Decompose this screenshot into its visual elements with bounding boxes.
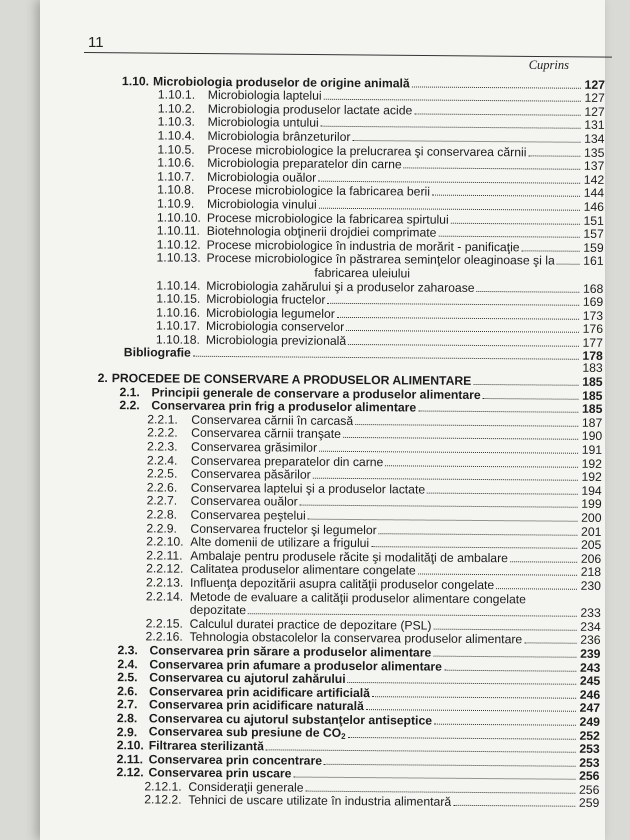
toc-entry-title-text: Filtrarea sterilizantă (148, 738, 264, 754)
toc-leader-dots (348, 736, 576, 739)
toc-page-number: 161 (583, 254, 604, 269)
toc-page-number: 239 (580, 646, 601, 661)
toc-page-number: 236 (580, 633, 601, 648)
toc-entry-title-text: Biotehnologia obţinerii drojdiei comprimate (206, 223, 437, 240)
toc-entry-title (314, 266, 410, 281)
toc-entry-title-text: Calitatea produselor alimentare congelate (190, 562, 416, 578)
toc-entry-title-text: Conservarea prin frig a produselor alimentare (151, 398, 417, 415)
toc-page-number: 200 (581, 510, 602, 525)
toc-leader-dots (510, 561, 577, 563)
toc-entry-title (207, 197, 317, 212)
toc-entry-number: 2.12.1. (144, 779, 182, 794)
toc-entry-title-text: Procese microbiologice în industria de morărit - panificaţie (206, 237, 520, 255)
toc-entry-title (149, 738, 264, 753)
toc-leader-dots (319, 208, 580, 211)
toc-leader-dots (321, 126, 581, 129)
toc-leader-dots (266, 749, 576, 752)
toc-page-number: 194 (581, 483, 602, 498)
toc-entry-title (188, 793, 451, 809)
toc-leader-dots (308, 519, 578, 522)
toc-page-number: 201 (581, 524, 602, 539)
toc-entry-title-text: Metode de evaluare a calităţii produselor alimentare congelate (189, 589, 526, 606)
toc-page-number: 206 (580, 551, 602, 566)
toc-entry-subscript: 2 (341, 731, 346, 741)
toc-page-number: 243 (579, 660, 601, 675)
toc-entry-number: 2.2. (119, 398, 140, 413)
toc-entry-number: 1.10.8. (157, 182, 195, 198)
toc-leader-dots (412, 86, 581, 88)
toc-leader-dots (337, 317, 579, 320)
toc-entry-title-text: Conservarea grăsimilor (191, 439, 318, 455)
running-header-title: Cuprins (528, 58, 569, 72)
toc-leader-dots (293, 777, 575, 780)
toc-leader-dots (371, 546, 577, 549)
toc-entry-title-text: Microbiologia zahărului şi a produselor zaharoase (206, 278, 475, 295)
toc-entry-title-text: Conservarea laptelui şi a produselor lactate (190, 480, 426, 497)
toc-leader-dots (319, 451, 578, 454)
toc-page-number: 151 (583, 213, 604, 228)
toc-entry-number: 2.2.15. (145, 616, 184, 631)
toc-entry-title-text: Conservarea peştelui (190, 507, 306, 523)
toc-entry-number: 2.2.2. (147, 425, 178, 441)
toc-entry-title (191, 467, 311, 482)
toc-entry-number: 1.10.3. (157, 114, 195, 130)
toc-entry-number: 1.10.13. (156, 250, 201, 266)
toc-page-number: 135 (584, 145, 605, 160)
toc-entry-number: 1.10.11. (156, 223, 200, 238)
toc-page-number: 168 (582, 281, 604, 296)
toc-entry-title-text: Procese microbiologice în păstrarea seminţelor oleaginoase şi la (206, 251, 555, 268)
toc-entry-title (191, 440, 317, 455)
toc-page-number: 259 (578, 796, 600, 811)
toc-leader-dots (379, 533, 578, 536)
toc-entry-title-text: Microbiologia preparatelor din carne (207, 156, 402, 172)
toc-page-number: 245 (579, 673, 601, 689)
toc-page-number: 185 (582, 374, 603, 390)
toc-page-number: 142 (583, 172, 605, 187)
toc-entry-title-text: Consideraţii generale (188, 779, 304, 795)
toc-page-number: 199 (581, 497, 602, 512)
toc-entry-title-text: Ambalaje pentru produsele răcite şi modalităţi de ambalare (190, 548, 509, 565)
toc-entry-number: 1.10.12. (156, 237, 201, 252)
toc-entry-number: 2.2.7. (146, 493, 178, 509)
toc-entry-title (124, 346, 191, 361)
toc-page-number: 127 (584, 90, 605, 106)
toc-leader-dots (477, 290, 580, 292)
toc-entry-number: 2.2.10. (146, 534, 184, 549)
toc-entry-title-text: Conservarea prin afumare a produselor alimentare (149, 656, 443, 674)
toc-entry-number: 2.7. (116, 697, 138, 712)
toc-entry-title (191, 494, 298, 509)
toc-entry-number: 1.10.15. (156, 291, 201, 306)
toc-entry-title-text: Microbiologia fructelor (206, 291, 326, 307)
toc-entry-title (188, 780, 303, 795)
toc-page-number: 176 (582, 322, 604, 337)
toc-page-number: 131 (584, 118, 605, 133)
toc-entry-title (206, 333, 346, 348)
toc-entry-number: 1.10.14. (156, 277, 201, 293)
toc-entry-title-text: Influenţa depozitării asupra calităţii produselor congelate (189, 575, 495, 593)
toc-entry-title-text: Calculul duratei practice de depozitare (PSL) (189, 616, 432, 633)
toc-entry-title-text: Conservarea păsărilor (190, 466, 311, 482)
toc-entry-number: 2.2.12. (146, 561, 184, 577)
toc-leader-dots (352, 140, 580, 143)
toc-leader-dots (324, 99, 581, 102)
toc-leader-dots (524, 643, 576, 644)
toc-entry-number: 2.8. (116, 711, 138, 726)
toc-leader-dots (366, 709, 576, 712)
toc-entry-number: 2.11. (116, 751, 144, 767)
toc-entry-number: 2.6. (117, 683, 138, 699)
toc-leader-dots (343, 437, 578, 440)
page-number: 11 (88, 34, 104, 51)
toc-entry-title-text: Procese microbiologice la fabricarea berii (207, 183, 431, 199)
toc-page-number: 178 (582, 349, 603, 364)
toc-entry-number: 2.2.1. (147, 412, 178, 427)
toc-page-number: 127 (584, 77, 605, 92)
toc-entry-title-text: Microbiologia ouălor (207, 169, 317, 185)
toc-leader-dots (372, 696, 576, 699)
toc-page-number: 234 (580, 619, 601, 634)
toc-entry-number: 2.2.5. (146, 466, 178, 481)
toc-entry-title-text: Conservarea fructelor şi legumelor (190, 521, 377, 537)
toc-page-number: 190 (581, 429, 603, 444)
toc-leader-dots (453, 805, 575, 807)
toc-page-number: 173 (582, 308, 604, 323)
toc-entry-title-text: Microbiologia previzională (205, 332, 347, 348)
toc-page-number: 218 (580, 565, 602, 580)
toc-leader-dots (432, 195, 580, 197)
toc-page-number: 137 (583, 158, 605, 174)
toc-entry-title-text: depozitate (189, 602, 247, 618)
toc-page-number: 247 (579, 701, 601, 716)
toc-page-number: 246 (579, 687, 601, 702)
toc-entry-number: 2.4. (117, 656, 138, 671)
toc-entry-title-text: Tehnici de uscare utilizate în industria alimentară (188, 793, 452, 810)
toc-entry-number: 2.5. (117, 670, 138, 685)
toc-entry-number: 2.10. (116, 738, 144, 753)
toc-leader-dots (327, 303, 579, 306)
toc-page-number: 192 (581, 456, 603, 471)
toc-leader-dots (404, 168, 581, 170)
toc-page-number: 183 (582, 361, 603, 376)
toc-entry-title-text: Conservarea ouălor (190, 494, 298, 509)
toc-entry-title (208, 115, 319, 130)
toc-entry-title (208, 88, 322, 103)
toc-entry-number: 2.2.8. (146, 507, 178, 522)
toc-entry-number: 1.10.5. (157, 142, 195, 157)
toc-entry-number: 1.10.10. (156, 209, 201, 225)
toc-leader-dots (427, 492, 578, 494)
toc-entry-title-text: Procese microbiologice la fabricarea spirtului (206, 210, 449, 227)
toc-entry-number: 1.10.18. (155, 332, 201, 347)
toc-entry-number: 2.2.13. (145, 575, 184, 590)
toc-entry-title-text: Conservarea cu ajutorul zahărului (149, 670, 346, 687)
toc-entry-title-text: Conservarea cărnii tranşate (191, 426, 341, 442)
toc-entry-title-text: Conservarea sub presiune de CO (148, 723, 342, 740)
toc-page-number: 233 (580, 605, 601, 621)
toc-leader-dots (528, 155, 580, 156)
toc-entry-title-text: Microbiologia produselor lactate acide (207, 101, 413, 118)
toc-leader-dots (451, 222, 580, 224)
toc-entry-title-text: Microbiologia laptelui (207, 88, 322, 103)
toc-entry-title-text: Alte domenii de utilizare a frigului (190, 534, 370, 551)
toc-page-number: 185 (581, 402, 603, 417)
toc-entry-title-text: Microbiologia untului (207, 115, 319, 131)
toc-page-number: 134 (584, 131, 605, 146)
toc-leader-dots (346, 330, 579, 333)
toc-leader-dots (438, 236, 579, 238)
toc-page-number: 253 (579, 755, 600, 770)
toc-entry-number: 2.12. (116, 765, 144, 780)
toc-page-number: 187 (581, 415, 603, 430)
toc-leader-dots (414, 113, 580, 115)
toc-entry-title-text: Bibliografie (123, 345, 191, 361)
toc-page-number: 205 (580, 537, 602, 553)
toc-leader-dots (313, 478, 578, 481)
toc-entry-title-text: fabricarea uleiului (314, 265, 411, 281)
toc-entry-title (206, 292, 325, 307)
toc-entry-number: 1.10.9. (156, 196, 195, 211)
toc-page-number: 157 (583, 226, 604, 242)
toc-entry-number: 1.10.1. (157, 87, 196, 102)
toc-entry-title-text: Conservarea prin sărare a produselor alimentare (149, 643, 432, 660)
toc-page-number: 127 (584, 104, 605, 119)
toc-entry-title-text: Microbiologia brânzeturilor (207, 128, 351, 144)
toc-leader-dots (193, 356, 579, 360)
toc-entry-title-text: Conservarea prin acidificare artificială (149, 684, 371, 700)
toc-page-number: 256 (578, 782, 600, 797)
book-page (40, 0, 605, 840)
toc-entry-title-text: Conservarea cărnii în carcasă (191, 412, 354, 428)
toc-entry-number: 2.3. (117, 643, 138, 658)
toc-page-number: 249 (579, 714, 600, 729)
toc-entry-number: 2.9. (116, 724, 138, 739)
toc-leader-dots (522, 250, 580, 251)
toc-entry-number: 1.10.6. (157, 155, 195, 170)
toc-entry-title-text: Tehnologia obstacolelor la conservarea produselor alimentare (189, 630, 523, 647)
toc-entry-number: 2.2.16. (145, 629, 183, 645)
toc-entry-number: 1.10.4. (157, 128, 195, 143)
toc-entry-number: 1.10.2. (157, 101, 196, 116)
toc-leader-dots (483, 398, 579, 400)
toc-page-number: 191 (581, 442, 603, 457)
toc-page-number: 177 (582, 335, 603, 350)
toc-entry-title (190, 603, 246, 617)
toc-leader-dots (557, 264, 580, 265)
toc-entry-title-text: Microbiologia legumelor (206, 305, 335, 321)
toc-entry-number: 2.2.14. (145, 588, 184, 604)
toc-entry-number: 2.2.4. (146, 453, 178, 468)
toc-entry-title-text: Conservarea cu ajutorul substanţelor antiseptice (148, 711, 433, 728)
toc-entry-title-text: Microbiologia vinului (206, 196, 317, 212)
toc-page-number: 185 (582, 388, 603, 403)
toc-page-number: 253 (579, 741, 600, 757)
toc-entry-number: 2. (97, 371, 108, 386)
toc-leader-dots (300, 505, 578, 508)
toc-entry-title-text: PROCEDEE DE CONSERVARE A PRODUSELOR ALIMENTARE (111, 371, 472, 388)
toc-page-number: 144 (583, 186, 605, 201)
table-of-contents (94, 74, 605, 810)
toc-leader-dots (433, 656, 576, 658)
toc-leader-dots (348, 682, 577, 685)
toc-page-number: 230 (580, 578, 602, 593)
toc-entry-title-text: Conservarea prin concentrare (148, 752, 323, 768)
toc-leader-dots (444, 669, 576, 671)
toc-entry-number: 1.10.7. (157, 169, 195, 184)
toc-leader-dots (355, 424, 578, 427)
toc-page-number: 169 (582, 294, 604, 310)
toc-entry-title-text: Principii generale de conservare a produselor alimentare (151, 385, 481, 402)
toc-leader-dots (434, 628, 577, 630)
toc-leader-dots (348, 344, 579, 347)
toc-entry-number: 2.2.9. (146, 520, 177, 536)
toc-entry-number: 2.2.11. (146, 548, 183, 563)
toc-entry-title-text: Conservarea prin acidificare naturală (148, 697, 364, 714)
toc-entry-number: 1.10.16. (156, 305, 201, 320)
toc-entry-title (207, 170, 316, 185)
toc-leader-dots (306, 791, 576, 794)
toc-leader-dots (496, 588, 577, 590)
toc-entry-number: 2.2.6. (146, 480, 178, 495)
toc-leader-dots (318, 180, 580, 183)
toc-entry (94, 793, 599, 811)
toc-leader-dots (418, 574, 577, 576)
toc-entry-title-text: Procese microbiologice la prelucrarea şi conservarea cărnii (207, 142, 527, 159)
toc-entry-number: 2.2.3. (147, 439, 178, 454)
toc-entry-number: 2.1. (119, 384, 140, 399)
toc-entry-number: 1.10.17. (155, 318, 201, 334)
header-rule (84, 52, 612, 58)
toc-page-number: 192 (581, 470, 602, 485)
toc-page-number: 256 (579, 769, 600, 784)
toc-entry-title-text: Microbiologia conservelor (205, 319, 345, 335)
toc-entry-title (190, 508, 305, 523)
toc-leader-dots (473, 384, 578, 386)
toc-leader-dots (434, 724, 576, 726)
toc-entry-title-text: Conservarea preparatelor din carne (190, 453, 384, 469)
toc-entry-number: 1.10. (121, 73, 150, 88)
toc-entry-title-text: Conservarea prin uscare (148, 765, 292, 781)
toc-leader-dots (418, 411, 578, 413)
toc-leader-dots (324, 763, 576, 766)
toc-page-number: 159 (583, 240, 604, 255)
toc-leader-dots (385, 465, 578, 468)
toc-entry-title-text: Microbiologia produselor de origine animală (153, 74, 410, 91)
toc-page-number: 252 (579, 728, 600, 743)
toc-entry-number: 2.12.2. (144, 792, 182, 808)
toc-page-number: 146 (583, 199, 605, 214)
